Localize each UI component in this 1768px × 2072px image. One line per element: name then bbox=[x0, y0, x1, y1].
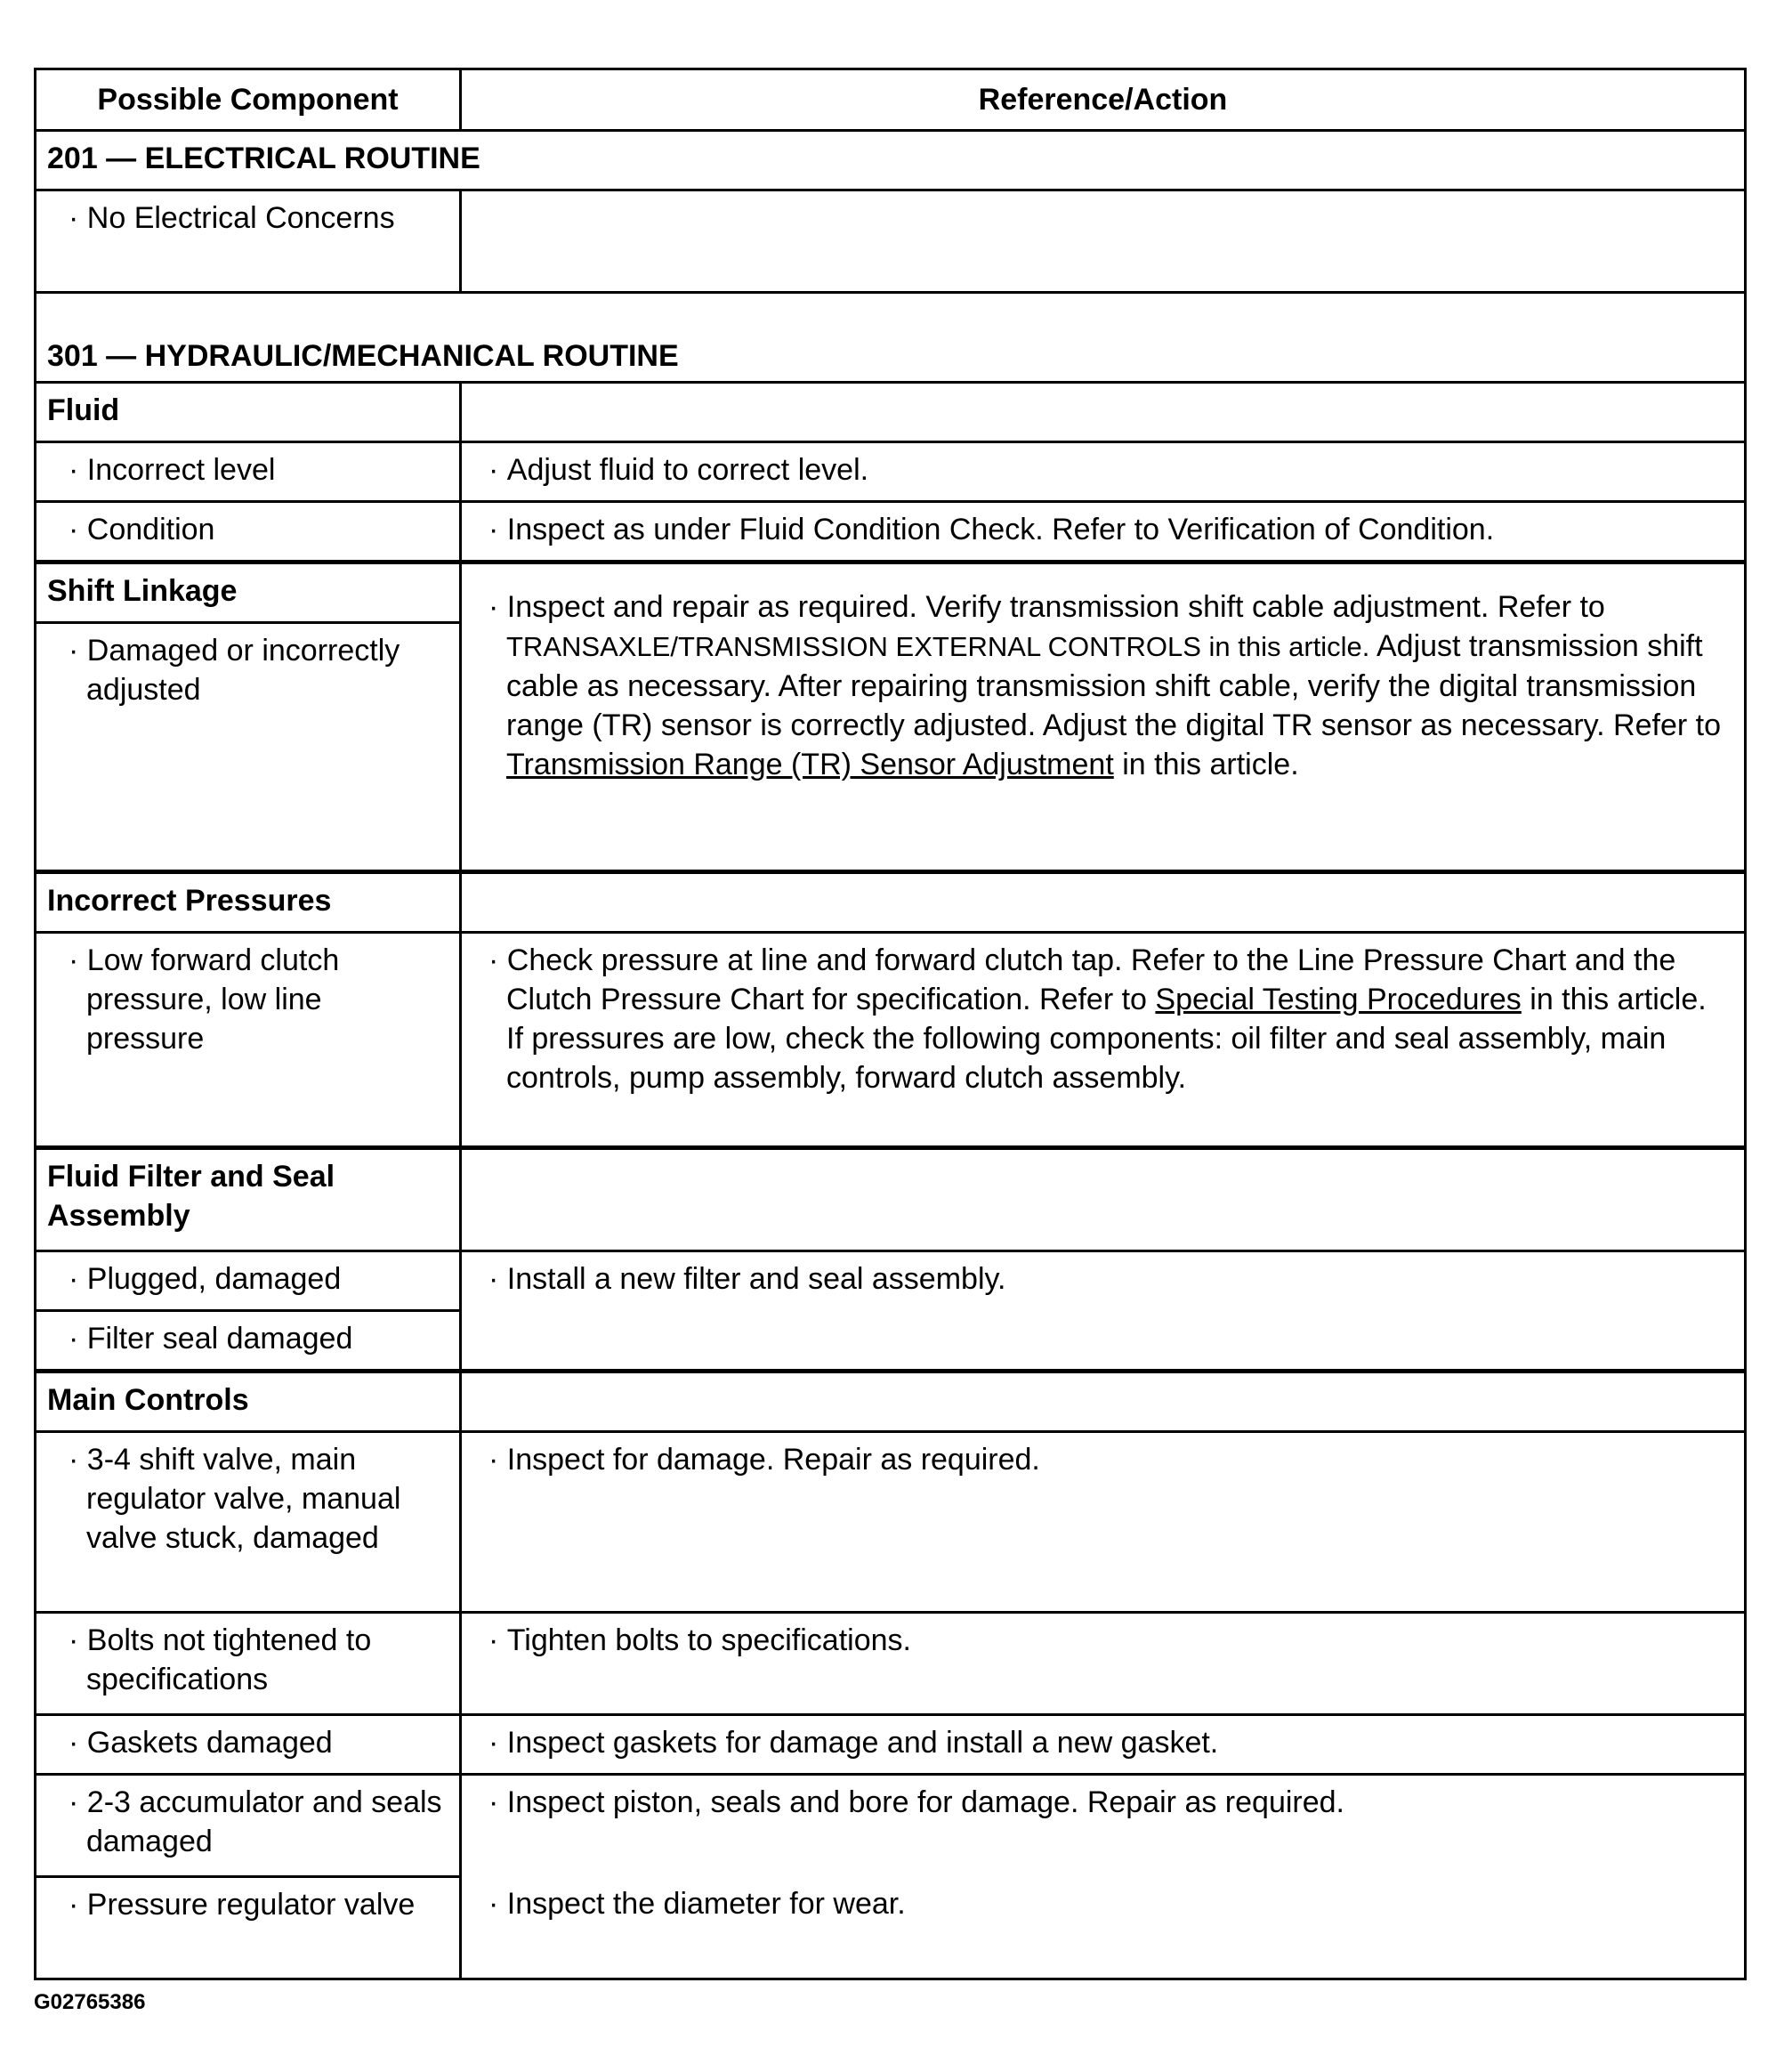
item-damaged-or-incorrectly-adjusted: · Damaged or incorrectly adjusted bbox=[36, 623, 461, 872]
item-plugged-damaged: · Plugged, damaged bbox=[36, 1251, 461, 1311]
link-special-testing-procedures[interactable]: Special Testing Procedures bbox=[1155, 983, 1522, 1016]
item-no-electrical-concerns: · No Electrical Concerns bbox=[36, 190, 461, 293]
action-inspect-piston: · Inspect piston, seals and bore for damage. Repair as required. bbox=[461, 1775, 1746, 1877]
category-shift-linkage: Shift Linkage bbox=[36, 563, 461, 623]
action-tighten-bolts: · Tighten bolts to specifications. bbox=[461, 1613, 1746, 1715]
table-row bbox=[36, 1613, 1746, 1715]
table-row bbox=[36, 1251, 1746, 1311]
action-empty bbox=[461, 1372, 1746, 1432]
table-row bbox=[36, 1775, 1746, 1877]
action-inspect-fluid-condition: · Inspect as under Fluid Condition Check. Refer to Verification of Condition. bbox=[461, 502, 1746, 563]
action-empty bbox=[461, 190, 1746, 293]
item-bolts-not-tightened: · Bolts not tightened to specifications bbox=[36, 1613, 461, 1715]
header-possible-component: Possible Component bbox=[36, 69, 461, 131]
action-inspect-damage: · Inspect for damage. Repair as required. bbox=[461, 1432, 1746, 1613]
action-empty bbox=[461, 1148, 1746, 1251]
item-low-forward-clutch-pressure: · Low forward clutch pressure, low line pressure bbox=[36, 933, 461, 1148]
section-301-title: 301 — HYDRAULIC/MECHANICAL ROUTINE bbox=[36, 293, 1746, 383]
section-301-row bbox=[36, 293, 1746, 383]
table-row bbox=[36, 190, 1746, 293]
category-fluid-filter-seal: Fluid Filter and Seal Assembly bbox=[36, 1148, 461, 1251]
category-fluid: Fluid bbox=[36, 383, 461, 442]
action-adjust-fluid: · Adjust fluid to correct level. bbox=[461, 442, 1746, 502]
category-row bbox=[36, 1372, 1746, 1432]
category-row bbox=[36, 872, 1746, 933]
link-tr-sensor-adjustment[interactable]: Transmission Range (TR) Sensor Adjustment bbox=[506, 748, 1114, 781]
table-row bbox=[36, 1432, 1746, 1613]
table-row bbox=[36, 442, 1746, 502]
header-reference-action: Reference/Action bbox=[461, 69, 1746, 131]
category-row bbox=[36, 563, 1746, 623]
diagnosis-table-container bbox=[34, 68, 1744, 1980]
figure-id: G02765386 bbox=[34, 1990, 146, 2014]
action-inspect-diameter: · Inspect the diameter for wear. bbox=[461, 1877, 1746, 1979]
action-inspect-gaskets: · Inspect gaskets for damage and install a new gasket. bbox=[461, 1715, 1746, 1775]
table-header-row bbox=[36, 69, 1746, 131]
category-main-controls: Main Controls bbox=[36, 1372, 461, 1432]
item-shift-valve-stuck: · 3-4 shift valve, main regulator valve, manual valve stuck, damaged bbox=[36, 1432, 461, 1613]
action-shift-linkage: · Inspect and repair as required. Verify transmission shift cable adjustment. Refer to TRANSAXLE/TRANSMISSION EXTERNAL CONTROLS in this article. Adjust transmission shift cable as necessary. After repairing transmission shift cable, verify the digital transmission range (TR) sensor is correctly adjusted. Adjust the digital TR sensor as necessary. Refer to Transmission Range (TR) Sensor Adjustment in this article. bbox=[461, 563, 1746, 872]
item-condition: · Condition bbox=[36, 502, 461, 563]
action-empty bbox=[461, 872, 1746, 933]
action-install-new-filter: · Install a new filter and seal assembly. bbox=[461, 1251, 1746, 1372]
item-filter-seal-damaged: · Filter seal damaged bbox=[36, 1311, 461, 1372]
table-row bbox=[36, 502, 1746, 563]
item-gaskets-damaged: · Gaskets damaged bbox=[36, 1715, 461, 1775]
item-pressure-regulator-valve: · Pressure regulator valve bbox=[36, 1877, 461, 1979]
action-empty bbox=[461, 383, 1746, 442]
item-accumulator-seals-damaged: · 2-3 accumulator and seals damaged bbox=[36, 1775, 461, 1877]
action-check-pressure: · Check pressure at line and forward clutch tap. Refer to the Line Pressure Chart and the Clutch Pressure Chart for specification. Refer to Special Testing Procedures in this article. If pressures are low, check the following components: oil filter and seal assembly, main controls, pump assembly, forward clutch assembly. bbox=[461, 933, 1746, 1148]
category-incorrect-pressures: Incorrect Pressures bbox=[36, 872, 461, 933]
table-row bbox=[36, 933, 1746, 1148]
diagnosis-table bbox=[34, 68, 1747, 1980]
category-row bbox=[36, 383, 1746, 442]
table-row bbox=[36, 1877, 1746, 1979]
table-row bbox=[36, 1715, 1746, 1775]
item-incorrect-level: · Incorrect level bbox=[36, 442, 461, 502]
section-201-title: 201 — ELECTRICAL ROUTINE bbox=[36, 131, 1746, 190]
ref-transaxle-external-controls: TRANSAXLE/TRANSMISSION EXTERNAL CONTROLS in this article. bbox=[506, 631, 1370, 662]
category-row bbox=[36, 1148, 1746, 1251]
section-201-row bbox=[36, 131, 1746, 190]
